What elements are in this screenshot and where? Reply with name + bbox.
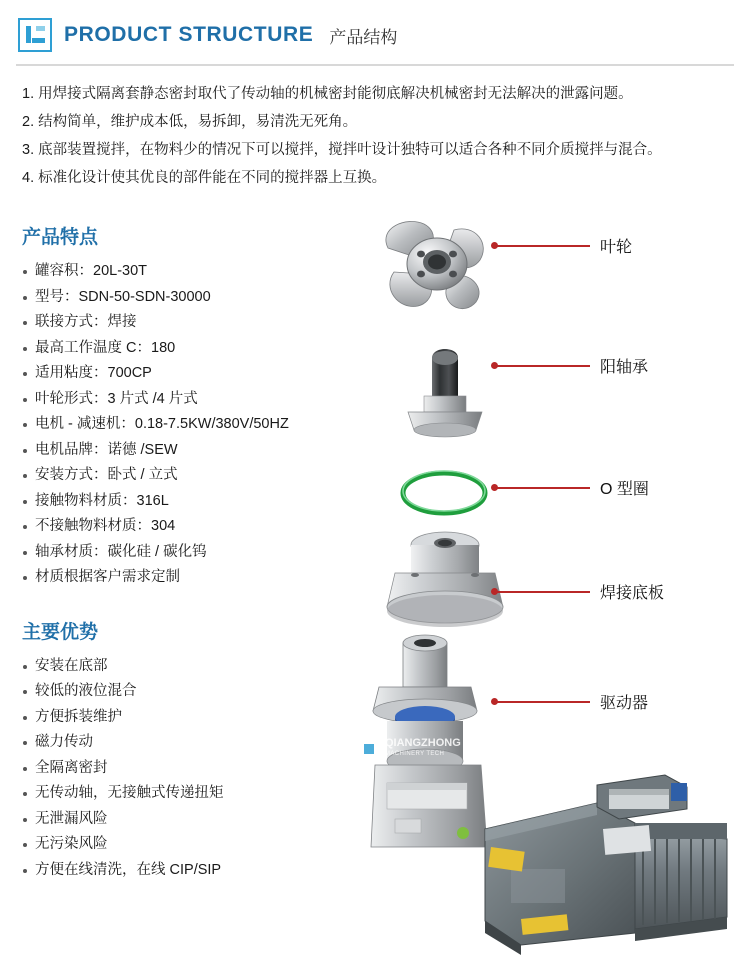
callout-label-drive: 驱动器 <box>600 695 649 712</box>
intro-item: 2. 结构简单，维护成本低，易拆卸，易清洗无死角。 <box>22 114 358 130</box>
callout-label-bearing: 阳轴承 <box>600 359 649 376</box>
list-item: 材质根据客户需求定制 <box>22 565 340 591</box>
features-title: 产品特点 <box>22 227 99 248</box>
list-item: 较低的液位混合 <box>22 679 340 705</box>
list-item: 最高工作温度 C：180 <box>22 336 340 362</box>
intro-item: 1. 用焊接式隔离套静态密封取代了传动轴的机械密封能彻底解决机械密封无法解决的泄露问题。 <box>22 86 633 102</box>
list-item: 安装方式：卧式 / 立式 <box>22 463 340 489</box>
intro-item: 3. 底部装置搅拌，在物料少的情况下可以搅拌，搅拌叶设计独特可以适合各种不同介质搅拌与混合。 <box>22 142 662 158</box>
callout-label-impeller: 叶轮 <box>600 239 633 256</box>
body-section <box>0 198 750 883</box>
page-header <box>0 0 750 64</box>
list-item: 方便拆装维护 <box>22 705 340 731</box>
list-item: 接触物料材质：316L <box>22 489 340 515</box>
list-item: 无传动轴，无接触式传递扭矩 <box>22 781 340 807</box>
advantages-list <box>22 654 340 884</box>
features-list <box>22 259 340 591</box>
intro-section <box>0 66 750 198</box>
list-item: 不接触物料材质：304 <box>22 514 340 540</box>
qiangzhong-logo-icon <box>18 18 52 52</box>
list-item: 方便在线清洗，在线 CIP/SIP <box>22 858 340 884</box>
list-item: 罐容积：20L-30T <box>22 259 340 285</box>
list-item: 电机品牌：诺德 /SEW <box>22 438 340 464</box>
callout-line-bearing <box>496 365 590 367</box>
callout-line-baseplate <box>496 591 590 593</box>
male-bearing-image <box>390 338 500 443</box>
intro-item: 4. 标准化设计使其优良的部件能在不同的搅拌器上互换。 <box>22 170 387 186</box>
watermark-brand: QIANGZHONG <box>385 737 461 749</box>
list-item: 无污染风险 <box>22 832 340 858</box>
callout-line-impeller <box>496 245 590 247</box>
list-item: 适用粘度：700CP <box>22 361 340 387</box>
list-item: 无泄漏风险 <box>22 807 340 833</box>
list-item: 电机 - 减速机：0.18-7.5KW/380V/50HZ <box>22 412 340 438</box>
list-item: 型号：SDN-50-SDN-30000 <box>22 285 340 311</box>
left-column <box>0 222 340 883</box>
impeller-image <box>358 210 518 320</box>
advantages-title: 主要优势 <box>22 621 99 643</box>
welding-base-plate-image <box>375 523 515 638</box>
product-diagram <box>330 198 750 958</box>
callout-label-oring: O 型圈 <box>600 481 649 498</box>
list-item: 轴承材质：碳化硅 / 碳化钨 <box>22 540 340 566</box>
o-ring-image <box>392 463 497 523</box>
list-item: 磁力传动 <box>22 730 340 756</box>
callout-line-drive <box>496 701 590 703</box>
list-item: 联接方式：焊接 <box>22 310 340 336</box>
page-title-cn: 产品结构 <box>329 27 398 47</box>
list-item: 安装在底部 <box>22 654 340 680</box>
page-title-en: PRODUCT STRUCTURE <box>64 23 314 46</box>
drive-unit-image <box>335 633 735 958</box>
callout-label-baseplate: 焊接底板 <box>600 585 665 602</box>
callout-line-oring <box>496 487 590 489</box>
watermark-logo <box>358 738 518 760</box>
watermark-sub: MACHINERY TECH <box>385 751 445 757</box>
list-item: 全隔离密封 <box>22 756 340 782</box>
list-item: 叶轮形式：3 片式 /4 片式 <box>22 387 340 413</box>
